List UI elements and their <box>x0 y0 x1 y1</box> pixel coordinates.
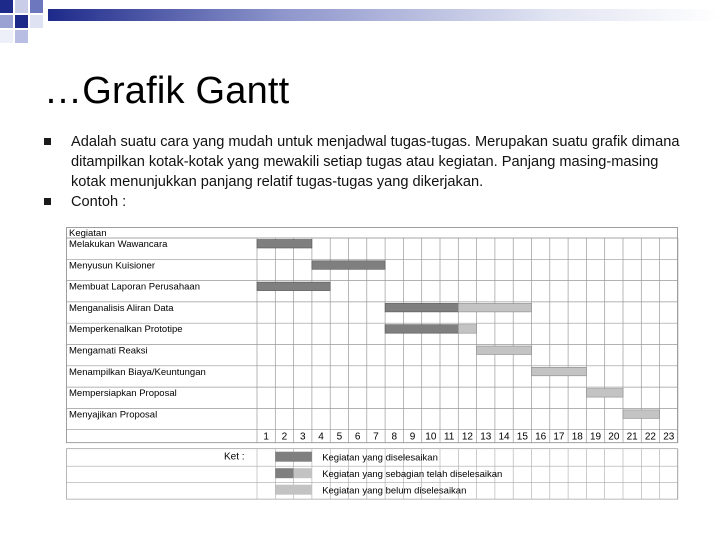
gantt-week-number: 11 <box>443 431 455 443</box>
gantt-bar-partial <box>477 346 532 355</box>
gantt-week-number: 19 <box>589 431 602 443</box>
gantt-task-label: Menyajikan Proposal <box>69 409 158 421</box>
gantt-week-number: 7 <box>373 431 379 443</box>
legend-swatch-partial <box>294 468 312 478</box>
gantt-week-number: 3 <box>299 431 306 443</box>
gantt-task-label: Menyusun Kuisioner <box>69 260 156 272</box>
gantt-week-number: 10 <box>425 431 437 443</box>
gantt-task-label: Melakukan Wawancara <box>69 239 168 250</box>
gantt-week-number: 20 <box>608 431 620 443</box>
legend-swatch-done <box>275 452 312 462</box>
gantt-week-number: 14 <box>498 431 510 443</box>
bullet-square-icon <box>44 198 51 205</box>
bullet-square-icon <box>44 138 51 145</box>
gantt-task-label: Mengamati Reaksi <box>69 345 148 357</box>
bullet-item <box>44 192 694 214</box>
gantt-bar-done <box>385 325 458 334</box>
gantt-week-number: 9 <box>409 431 416 443</box>
header-gradient-bar <box>0 0 720 46</box>
gantt-week-number: 23 <box>663 431 675 443</box>
legend-label: Kegiatan yang diselesaikan <box>322 452 438 464</box>
gantt-bar-done <box>385 303 458 312</box>
gantt-week-number: 17 <box>553 431 565 443</box>
gantt-bar-partial <box>532 367 587 376</box>
gantt-week-number: 16 <box>535 431 547 443</box>
gantt-bar-done <box>257 282 330 291</box>
gantt-week-number: 22 <box>644 431 657 443</box>
gantt-week-number: 6 <box>354 431 361 443</box>
legend-swatch-todo <box>275 485 312 495</box>
gantt-week-number: 1 <box>263 431 269 443</box>
gantt-header-label: Kegiatan <box>69 228 107 239</box>
gantt-week-number: 8 <box>391 431 398 443</box>
legend-swatch-done-part <box>275 468 293 478</box>
legend-title: Ket : <box>224 451 245 463</box>
legend-label: Kegiatan yang belum diselesaikan <box>322 485 467 497</box>
gantt-week-number: 12 <box>461 431 474 443</box>
gantt-week-number: 2 <box>281 431 288 443</box>
gantt-week-number: 15 <box>516 431 528 443</box>
gantt-task-label: Mempersiapkan Proposal <box>69 388 177 400</box>
bullet-text: Adalah suatu cara yang mudah untuk menjadwal tugas-tugas. Merupakan suatu grafik dimana ditampilkan kotak-kotak yang mewakili setiap tugas atau kegiatan. Panjang masing-masing kotak menunjukkan panjang relatif tugas-tugas yang dikerjakan. <box>71 134 680 190</box>
gantt-bar-done <box>312 261 385 270</box>
gantt-task-label: Memperkenalkan Prototipe <box>69 324 183 336</box>
bullet-text: Contoh : <box>71 194 127 210</box>
gantt-week-number: 18 <box>571 431 583 443</box>
gantt-bar-done <box>257 240 312 249</box>
gantt-bar-partial <box>586 389 623 398</box>
gantt-bar-partial <box>458 303 531 312</box>
gantt-chart <box>66 227 680 509</box>
gantt-week-number: 13 <box>480 431 492 443</box>
slide-title: …Grafik Gantt <box>44 70 290 112</box>
gantt-task-label: Menampilkan Biaya/Keuntungan <box>69 366 206 378</box>
gantt-bar-partial <box>458 325 476 334</box>
gantt-week-number: 5 <box>336 431 343 443</box>
header-decoration <box>0 0 720 46</box>
gantt-task-label: Membuat Laporan Perusahaan <box>69 281 200 293</box>
gantt-task-label: Menganalisis Aliran Data <box>69 302 174 314</box>
gantt-week-number: 4 <box>318 431 324 443</box>
gantt-week-number: 21 <box>626 431 638 443</box>
gantt-bar-partial <box>623 410 660 419</box>
legend-label: Kegiatan yang sebagian telah diselesaikan <box>322 469 503 481</box>
